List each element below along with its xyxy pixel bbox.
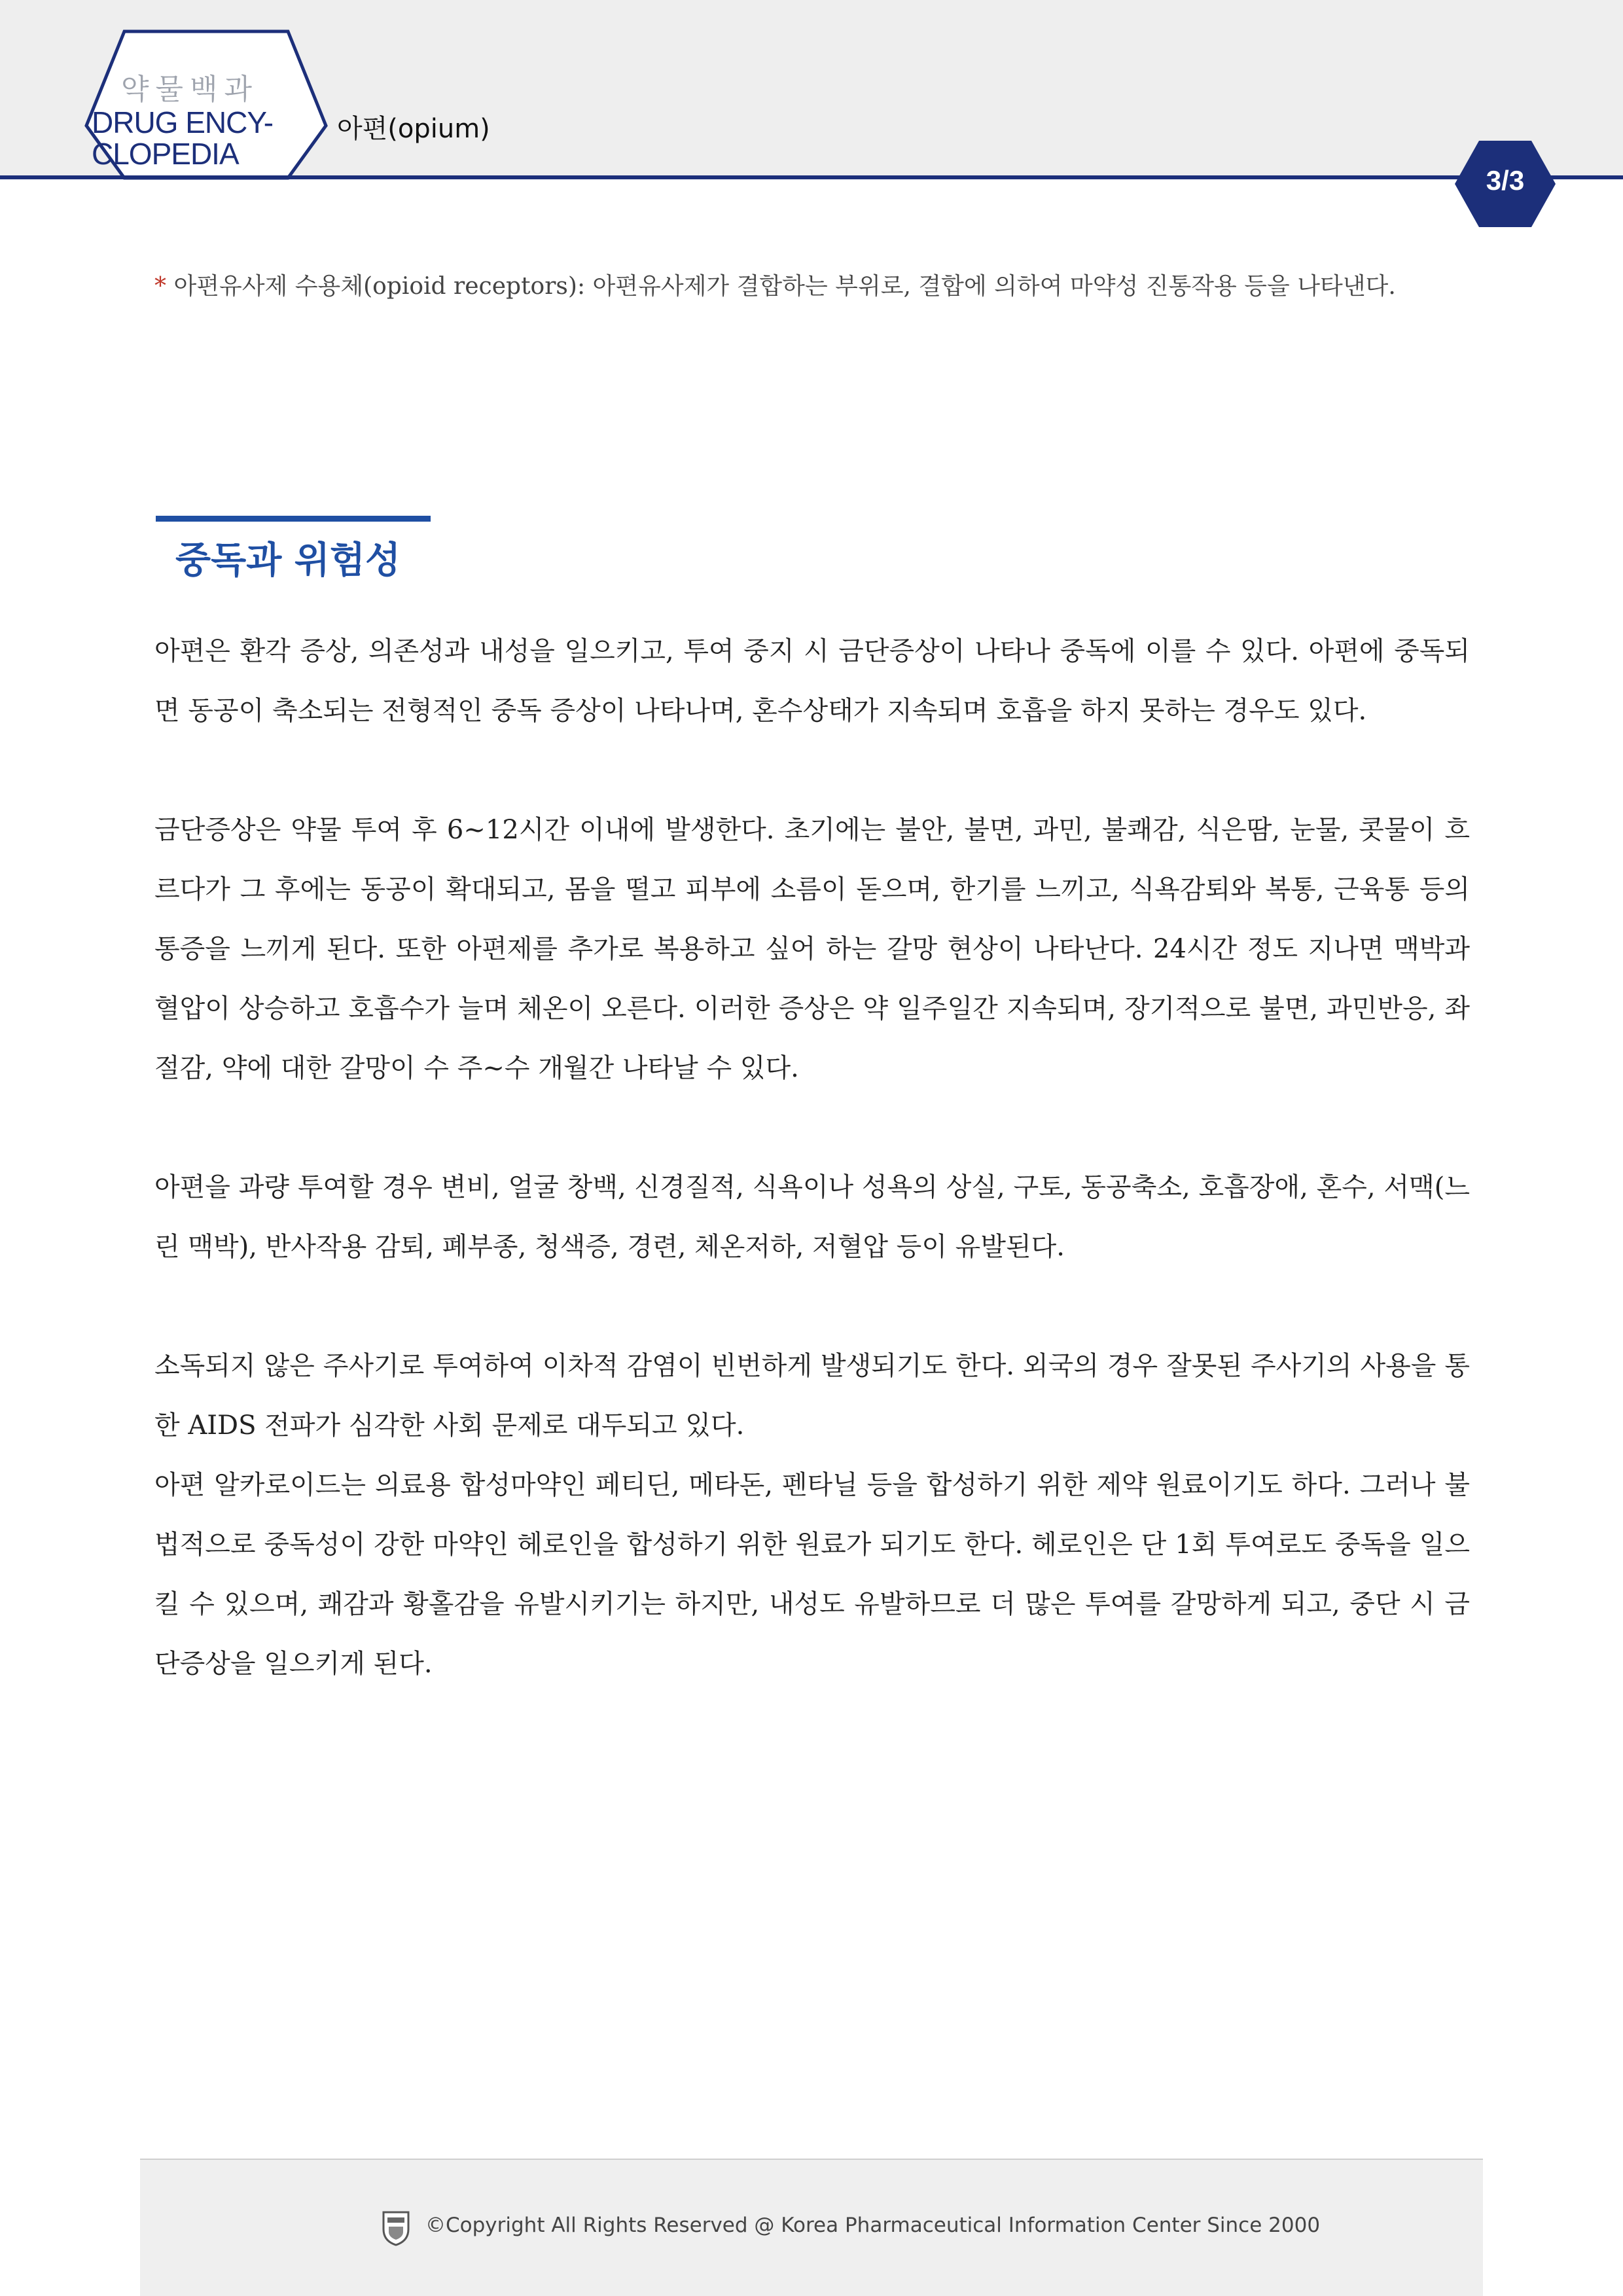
document-title: 아편(opium) xyxy=(337,114,490,144)
footnote-marker: * xyxy=(154,273,166,300)
paragraph: 소독되지 않은 주사기로 투여하여 이차적 감염이 빈번하게 발생되기도 한다. 외국의 경우 잘못된 주사기의 사용을 통한 AIDS 전파가 심각한 사회 문제로 대두되고 있다. xyxy=(154,1351,1470,1441)
paragraph: 아편을 과량 투여할 경우 변비, 얼굴 창백, 신경질적, 식욕이나 성욕의 상실, 구토, 동공축소, 호흡장애, 혼수, 서맥(느린 맥박), 반사작용 감퇴, 폐부종, 청색증, 경련, 체온저하, 저혈압 등이 유발된다. xyxy=(154,1172,1470,1262)
logo-english-line2: CLOPEDIA xyxy=(92,137,239,171)
shield-emblem-icon xyxy=(381,2210,411,2246)
section-title: 중독과 위험성 xyxy=(175,539,401,582)
footnote-text: 아편유사제 수용체(opioid receptors): 아편유사제가 결합하는 부위로, 결합에 의하여 마약성 진통작용 등을 나타낸다. xyxy=(166,273,1396,300)
paragraph: 금단증상은 약물 투여 후 6~12시간 이내에 발생한다. 초기에는 불안, 불면, 과민, 불쾌감, 식은땀, 눈물, 콧물이 흐르다가 그 후에는 동공이 확대되고, 몸을 떨고 피부에 소름이 돋으며, 한기를 느끼고, 식욕감퇴와 복통, 근육통 등의 통증을 느끼게 된다. 또한 아편제를 추가로 복용하고 싶어 하는 갈망 현상이 나타난다. 24시간 정도 지나면 맥박과 혈압이 상승하고 호흡수가 늘며 체온이 오른다. 이러한 증상은 약 일주일간 지속되며, 장기적으로 불면, 과민반응, 좌절감, 약에 대한 갈망이 수 주~수 개월간 나타날 수 있다. xyxy=(154,815,1470,1083)
logo-english-line1: DRUG ENCY- xyxy=(92,105,274,139)
footnote xyxy=(154,260,1470,313)
section-title-rule xyxy=(156,516,431,522)
page-indicator: 3/3 xyxy=(1486,165,1525,196)
paragraph: 아편 알카로이드는 의료용 합성마약인 페티딘, 메타돈, 펜타닐 등을 합성하기 위한 제약 원료이기도 하다. 그러나 불법적으로 중독성이 강한 마약인 헤로인을 합성하기 위한 원료가 되기도 한다. 헤로인은 단 1회 투여로도 중독을 일으킬 수 있으며, 쾌감과 황홀감을 유발시키기는 하지만, 내성도 유발하므로 더 많은 투여를 갈망하게 되고, 중단 시 금단증상을 일으키게 된다. xyxy=(154,1470,1470,1679)
logo-korean-text: 약물백과 xyxy=(121,73,259,106)
footer-divider xyxy=(140,2159,1483,2160)
copyright-text: ©Copyright All Rights Reserved @ Korea Pharmaceutical Information Center Since 2000 xyxy=(425,2214,1321,2237)
paragraph: 아편은 환각 증상, 의존성과 내성을 일으키고, 투여 중지 시 금단증상이 나타나 중독에 이를 수 있다. 아편에 중독되면 동공이 축소되는 전형적인 중독 증상이 나타나며, 혼수상태가 지속되며 호흡을 하지 못하는 경우도 있다. xyxy=(154,636,1470,726)
body-text xyxy=(154,622,1470,1694)
header-divider xyxy=(0,175,1623,179)
